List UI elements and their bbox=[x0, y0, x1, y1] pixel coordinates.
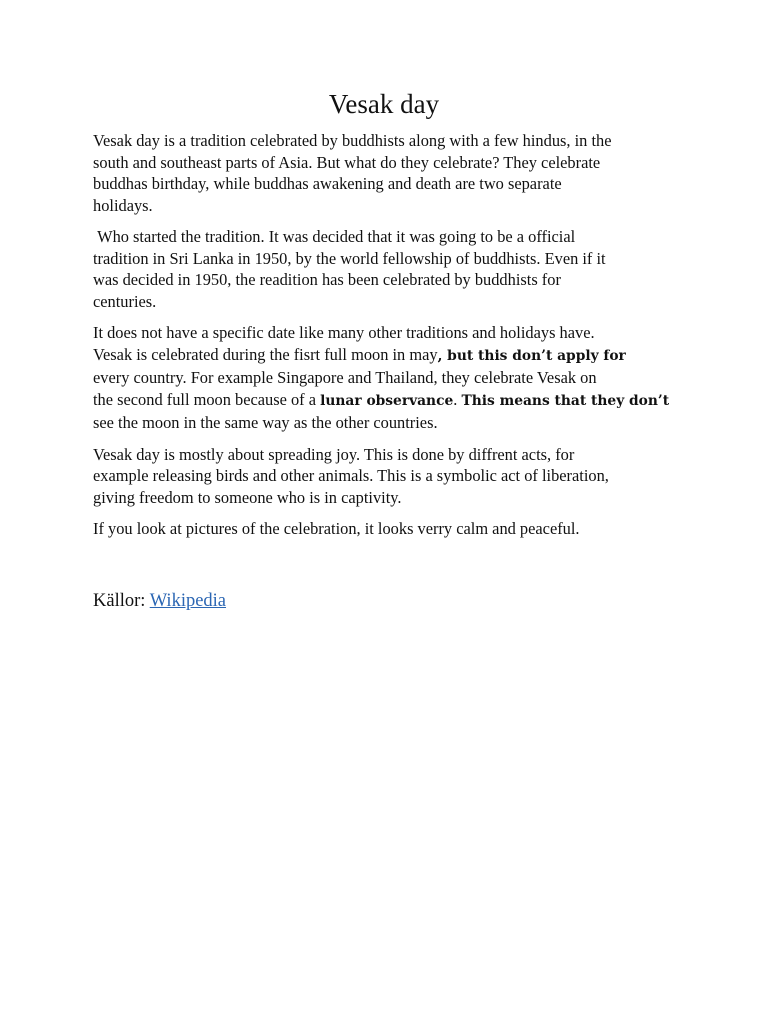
text-line bbox=[93, 269, 683, 291]
text-line bbox=[93, 465, 683, 487]
bold-text: lunar observance bbox=[320, 392, 454, 409]
text-line bbox=[93, 518, 683, 540]
text-run: If you look at pictures of the celebration, it looks verry calm and peaceful. bbox=[93, 519, 580, 538]
paragraph bbox=[93, 322, 683, 434]
bold-text: This means that they don’t bbox=[461, 392, 670, 409]
text-line bbox=[93, 412, 683, 434]
text-run: tradition in Sri Lanka in 1950, by the world fellowship of buddhists. Even if it bbox=[93, 248, 606, 268]
text-run: Vesak day is a tradition celebrated by buddhists along with a few hindus, in the bbox=[93, 131, 612, 150]
text-run: every country. For example Singapore and Thailand, they celebrate Vesak on bbox=[93, 368, 597, 387]
bold-text: , but this don’t apply for bbox=[437, 347, 626, 364]
text-run: example releasing birds and other animals. This is a symbolic act of liberation, bbox=[93, 466, 609, 485]
document-body bbox=[93, 130, 683, 550]
page-title: Vesak day bbox=[328, 89, 440, 119]
text-line bbox=[93, 248, 683, 270]
text-line bbox=[93, 444, 683, 466]
text-run: buddhas birthday, while buddhas awakening and death are two separate bbox=[93, 174, 562, 193]
text-run: centuries. bbox=[93, 291, 157, 311]
text-run: the second full moon because of a bbox=[93, 389, 321, 409]
text-run: giving freedom to someone who is in captivity. bbox=[93, 487, 402, 507]
text-run: Vesak is celebrated during the fisrt full moon in may bbox=[93, 344, 438, 364]
text-run: see the moon in the same way as the other countries. bbox=[93, 413, 438, 432]
text-line bbox=[93, 226, 683, 248]
text-line bbox=[93, 322, 683, 344]
text-line bbox=[93, 152, 683, 174]
text-line bbox=[93, 291, 683, 313]
wikipedia-link[interactable]: Wikipedia bbox=[149, 591, 227, 611]
text-line bbox=[93, 195, 683, 217]
paragraph bbox=[93, 444, 683, 509]
text-line bbox=[93, 173, 683, 195]
text-line bbox=[93, 344, 683, 368]
text-line bbox=[93, 389, 683, 413]
sources-label: Källor: bbox=[93, 591, 150, 611]
text-line bbox=[93, 130, 683, 152]
text-run: Vesak day is mostly about spreading joy. This is done by diffrent acts, for bbox=[93, 444, 575, 464]
text-run: It does not have a specific date like many other traditions and holidays have. bbox=[93, 323, 595, 342]
paragraph bbox=[93, 226, 683, 312]
text-line bbox=[93, 367, 683, 389]
sources-line bbox=[93, 589, 226, 613]
paragraph bbox=[93, 518, 683, 540]
text-run: was decided in 1950, the readition has been celebrated by buddhists for bbox=[93, 270, 561, 289]
text-line bbox=[93, 487, 683, 509]
text-run: Who started the tradition. It was decided that it was going to be a official bbox=[93, 227, 576, 246]
text-run: holidays. bbox=[93, 195, 153, 215]
text-run: . bbox=[453, 389, 462, 409]
text-run: south and southeast parts of Asia. But what do they celebrate? They celebrate bbox=[93, 152, 601, 172]
paragraph bbox=[93, 130, 683, 216]
